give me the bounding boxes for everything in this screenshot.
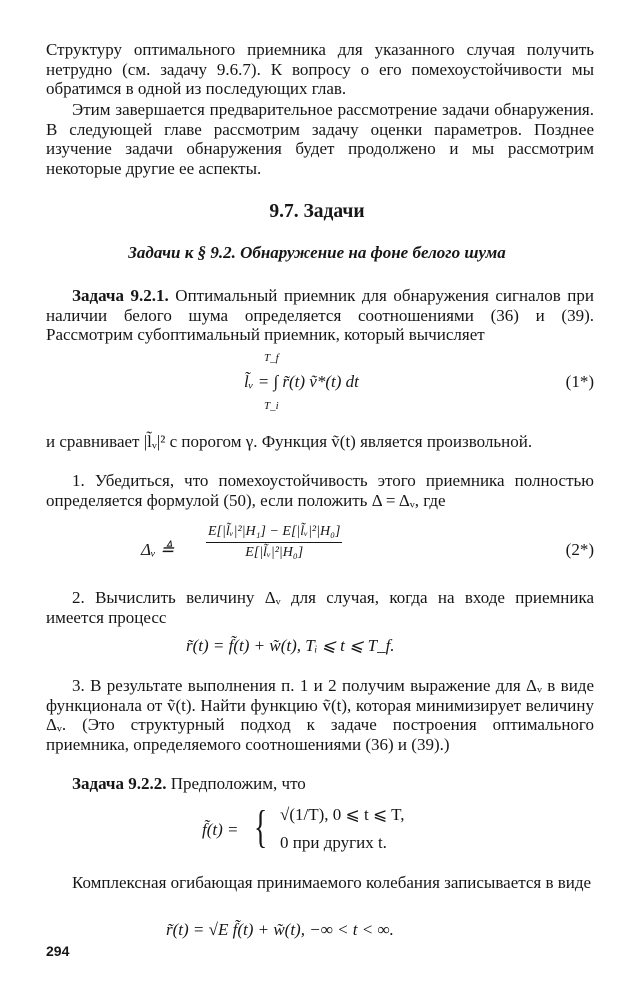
equation-2-lhs: Δᵥ ≜ bbox=[141, 540, 175, 559]
equation-4-lhs: f̃(t) = bbox=[202, 820, 239, 839]
task-9-2-2-text: Предположим, что bbox=[170, 774, 306, 793]
task-9-2-2 bbox=[46, 774, 594, 794]
left-brace: { bbox=[254, 801, 268, 852]
equation-2-denominator: E[|l̃ᵥ|²|H₀] bbox=[245, 545, 304, 560]
equation-1-formula: l̃ᵥ = ∫ r̃(t) ṽ*(t) dt bbox=[244, 372, 359, 391]
equation-2-fraction bbox=[206, 524, 342, 561]
equation-4-row-2: 0 при других t. bbox=[280, 833, 387, 852]
equation-4 bbox=[46, 802, 594, 864]
paragraph-1: Структуру оптимального приемника для указанного случая получить нетрудно (см. задачу 9.6.7). К вопросу о его помехоустойчивости мы обратимся в одной из последующих глав. bbox=[46, 40, 594, 99]
task-9-2-2-label: Задача 9.2.2. bbox=[72, 774, 167, 793]
envelope-paragraph: Комплексная огибающая принимаемого колебания записывается в виде bbox=[72, 873, 592, 892]
equation-1-number: (1*) bbox=[565, 372, 594, 391]
task-9-2-1-text: Оптимальный приемник для обнаружения сигналов при наличии белого шума определяется соотношениями (36) и (39). Рассмотрим субоптимальный приемник, который вычисляет bbox=[46, 286, 594, 345]
equation-3-formula: r̃(t) = f̃(t) + w̃(t), Tᵢ ⩽ t ⩽ T_f. bbox=[186, 636, 395, 655]
subsection-title: Задачи к § 9.2. Обнаружение на фоне белого шума bbox=[128, 243, 506, 262]
integral-lower-limit: T_i bbox=[264, 400, 279, 412]
equation-4-row-1: √(1/T), 0 ⩽ t ⩽ T, bbox=[280, 805, 405, 824]
task-9-2-1 bbox=[46, 286, 594, 345]
equation-5-formula: r̃(t) = √E f̃(t) + w̃(t), −∞ < t < ∞. bbox=[166, 920, 394, 939]
section-title: 9.7. Задачи bbox=[269, 201, 365, 222]
item-1: 1. Убедиться, что помехоустойчивость этого приемника полностью определяется формулой (50), если положить Δ = Δᵥ, где bbox=[46, 471, 594, 510]
item-2: 2. Вычислить величину Δᵥ для случая, когда на входе приемника имеется процесс bbox=[46, 588, 594, 627]
equation-2 bbox=[46, 520, 594, 576]
equation-2-number: (2*) bbox=[565, 540, 594, 559]
equation-1 bbox=[46, 352, 594, 418]
integral-upper-limit: T_f bbox=[264, 352, 279, 364]
task-9-2-1-label: Задача 9.2.1. bbox=[72, 286, 169, 305]
page-number: 294 bbox=[46, 943, 70, 959]
item-3: 3. В результате выполнения п. 1 и 2 получим выражение для Δᵥ в виде функционала от ṽ(t). Найти функцию ṽ(t), которая минимизирует величину Δᵥ. (Это структурный подход к задаче построения оптимального приемника, определяемого соотношениями (36) и (39).) bbox=[46, 676, 594, 754]
after-equation-1: и сравнивает |l̃ᵥ|² с порогом γ. Функция ṽ(t) является произвольной. bbox=[46, 432, 533, 451]
paragraph-2: Этим завершается предварительное рассмотрение задачи обнаружения. В следующей главе рассмотрим задачу оценки параметров. Позднее изучение задачи обнаружения будет продолжено и мы рассмотрим некоторые другие ее аспекты. bbox=[46, 100, 594, 178]
equation-2-numerator: E[|l̃ᵥ|²|H₁] − E[|l̃ᵥ|²|H₀] bbox=[206, 524, 342, 543]
